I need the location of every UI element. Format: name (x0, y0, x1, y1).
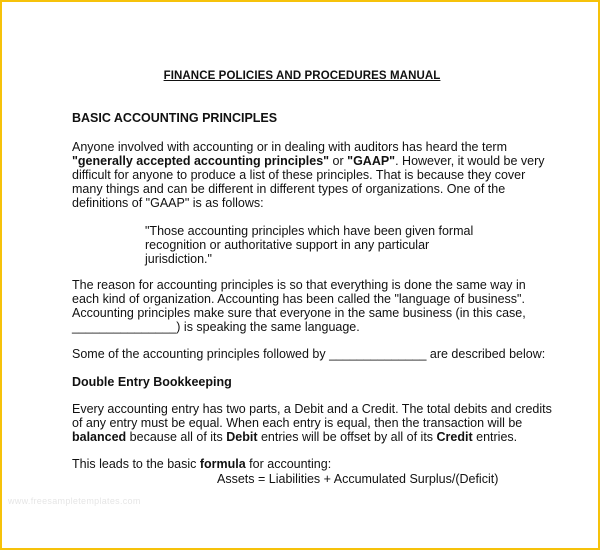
subheading-double-entry: Double Entry Bookkeeping (72, 375, 232, 389)
paragraph-gaap-intro (72, 140, 552, 210)
text-span: . However, it would be very difficult for anyone to produce a list of these principles. That is because they cover many things and can be different in different types of organizations. One of the definitions of "GAAP" is as follows: (72, 154, 545, 210)
accounting-formula: Assets = Liabilities + Accumulated Surplus/(Deficit) (217, 472, 499, 486)
text-span: This leads to the basic (72, 457, 200, 471)
paragraph-reason (72, 278, 552, 334)
text-span: Every accounting entry has two parts, a Debit and a Credit. The total debits and credits of any entry must be equal. When each entry is equal, then the transaction will be (72, 402, 552, 430)
text-span: ) is speaking the same language. (176, 320, 360, 334)
text-span: for accounting: (245, 457, 332, 471)
bold-term: formula (199, 457, 246, 471)
paragraph-double-entry (72, 402, 552, 444)
paragraph-formula-intro (72, 457, 552, 471)
document-title: FINANCE POLICIES AND PROCEDURES MANUAL (163, 70, 441, 82)
text-span: Some of the accounting principles followed by (72, 347, 330, 361)
text-span: entries. (472, 430, 518, 444)
fill-in-blank: _______________ (72, 320, 177, 334)
bold-term: "GAAP" (347, 154, 396, 168)
bold-term: Credit (436, 430, 473, 444)
gaap-definition-quote: "Those accounting principles which have been given formal recognition or authoritative support in any particular jurisdiction." (145, 224, 474, 266)
section-heading: BASIC ACCOUNTING PRINCIPLES (72, 111, 278, 125)
watermark-text: www.freesampletemplates.com (8, 496, 141, 506)
text-span: entries will be offset by all of its (257, 430, 437, 444)
fill-in-blank: ______________ (329, 347, 427, 361)
bold-term: Debit (226, 430, 258, 444)
bold-term: "generally accepted accounting principles" (72, 154, 330, 168)
text-span: Anyone involved with accounting or in dealing with auditors has heard the term (72, 140, 507, 154)
text-span: The reason for accounting principles is so that everything is done the same way in each kind of organization. Accounting has been called the "language of business". Accounting principles make sure that everyone in the same business (in this case, (72, 278, 526, 320)
text-span: are described below: (426, 347, 546, 361)
text-span: or (329, 154, 348, 168)
document-page (2, 2, 598, 548)
paragraph-principles-followed (72, 347, 552, 361)
bold-term: balanced (72, 430, 127, 444)
text-span: because all of its (126, 430, 227, 444)
